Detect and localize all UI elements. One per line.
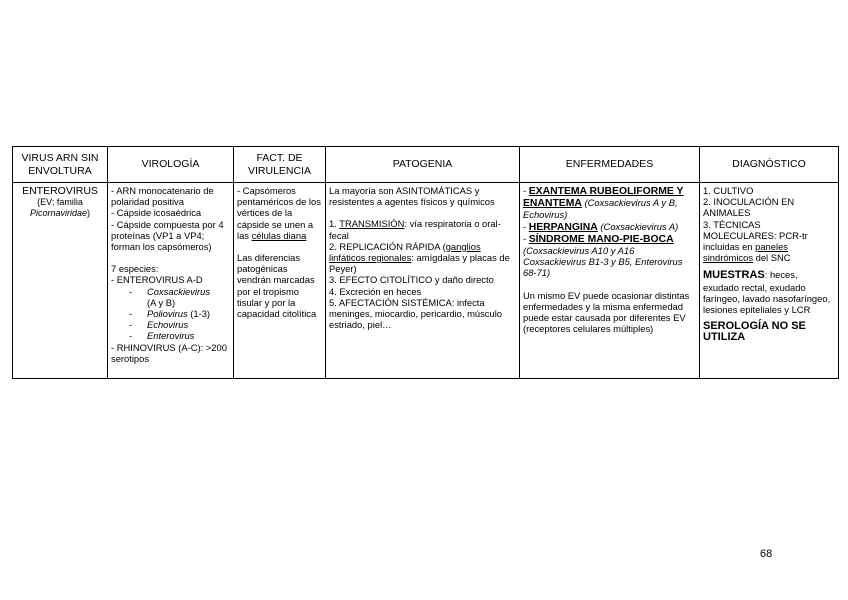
disease-mano-pie-boca-detail: (Coxsackievirus A10 y A16 Coxsackievirus B1-3 y B5, Enterovirus 68-71) [523,245,683,279]
virologia-line-2: - Cápside icosaédrica [111,207,202,219]
virus-name: ENTEROVIRUS [22,185,98,197]
patogenia-step-1: 1. TRANSMISIÓN: vía respiratoria o oral-fecal [329,218,501,241]
enfermedades-note: Un mismo EV puede ocasionar distintas enfermedades y la misma enfermedad puede estar causada por diferentes EV (receptores celulares múltiples) [523,289,690,335]
virulencia-para-2: Las diferencias patogénicas vendrán marcadas por el tropismo tisular y por la capacidad citolítica [237,252,317,320]
enterovirus-group: - ENTEROVIRUS A-D [111,274,203,286]
serologia-note: SEROLOGÍA NO SE UTILIZA [703,320,806,344]
table-row [13,183,839,379]
header-virus: VIRUS ARN SIN ENVOLTURA [13,147,108,183]
patogenia-cell [326,183,520,379]
species-item: - Coxsackievirus (A y B) [129,285,211,308]
enfermedades-cell [520,183,700,379]
diagnostico-method-1: 1. CULTIVO [703,185,754,196]
patogenia-step-4: 4. Excreción en heces [329,285,422,297]
header-virologia: VIROLOGÍA [108,147,234,183]
header-row [13,147,839,183]
disease-exantema: - EXANTEMA RUBEOLIFORME Y ENANTEMA (Coxsackievirus A y B, Echovirus) [523,185,684,221]
diagnostico-cell [700,183,839,379]
patogenia-intro: La mayoría son ASINTOMÁTICAS y resistentes a agentes físicos y químicos [329,185,495,208]
species-item: - Enterovirus [129,330,195,342]
enterovirus-table [12,146,839,379]
header-patogenia: PATOGENIA [326,147,520,183]
diagnostico-method-2: 2. INOCULACIÓN EN ANIMALES [703,196,795,219]
virus-cell [13,183,108,379]
muestras-line: MUESTRAS: heces, exudado rectal, exudado faríngeo, lavado nasofaríngeo, lesiones epiteliales y LCR [703,269,831,316]
header-diagnostico: DIAGNÓSTICO [700,147,839,183]
header-enfermedades: ENFERMEDADES [520,147,700,183]
patogenia-step-3: 3. EFECTO CITOLÍTICO y daño directo [329,274,494,286]
patogenia-step-2: 2. REPLICACIÓN RÁPIDA (ganglios linfáticos regionales: amígdalas y placas de Peyer) [329,240,510,275]
diagnostico-method-3: 3. TÉCNICAS MOLECULARES: PCR-tr incluidas en paneles sindrómicos del SNC [703,218,808,264]
species-item: - Poliovirus (1-3) [129,308,211,320]
virologia-line-3: - Cápside compuesta por 4 proteínas (VP1 a VP4; forman los capsómeros) [111,218,224,253]
virologia-line-1: - ARN monocatenario de polaridad positiva [111,185,214,208]
patogenia-step-5: 5. AFECTACIÓN SISTÉMICA: infecta meninges, miocardio, pericardio, músculo estriado, piel… [329,296,502,331]
virulencia-para-1: - Capsómeros pentaméricos de los vértices de la cápside se unen a las células diana [237,185,321,241]
disease-mano-pie-boca: - SÍNDROME MANO-PIE-BOCA [523,232,674,245]
header-virulencia: FACT. DE VIRULENCIA [234,147,326,183]
species-item: - Echovirus [129,319,189,331]
virulencia-cell [234,183,326,379]
page-number: 68 [760,548,773,560]
disease-herpangina: - HERPANGINA (Coxsackievirus A) [523,220,679,233]
virologia-cell [108,183,234,379]
species-title: 7 especies: [111,263,159,275]
rhinovirus-line: - RHINOVIRUS (A-C): >200 serotipos [111,341,227,364]
virus-family: (EV; familia Picornaviridae) [29,197,91,218]
